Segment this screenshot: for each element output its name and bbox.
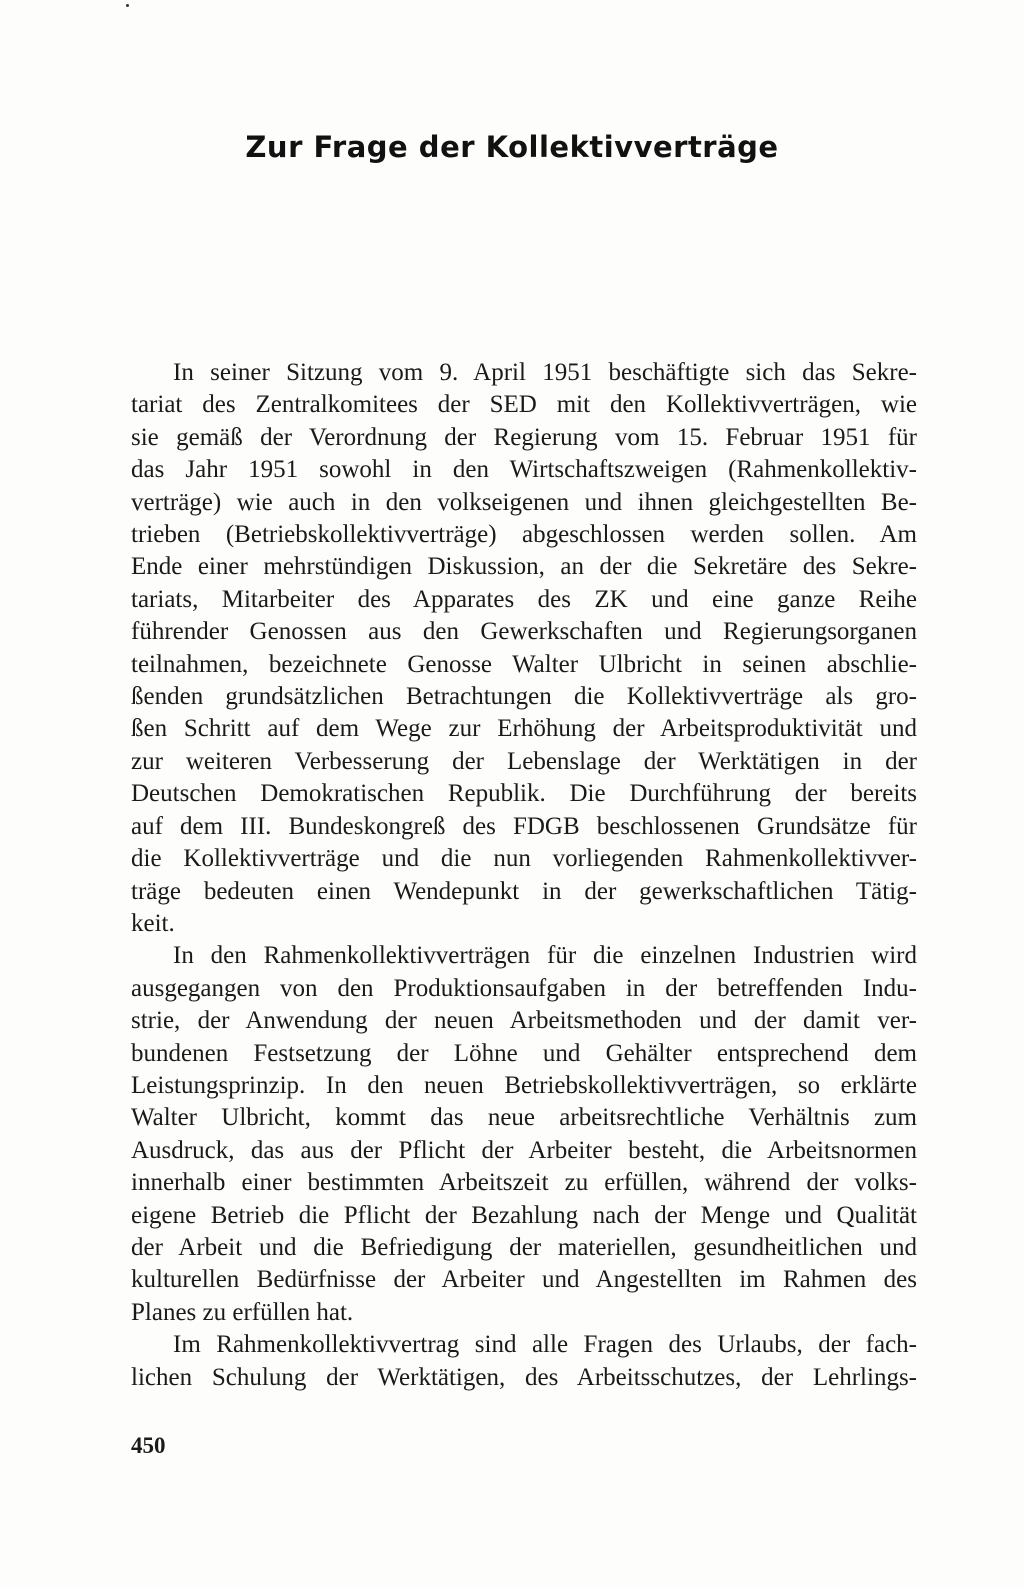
text-line: das Jahr 1951 sowohl in den Wirtschaftszweigen (Rahmenkollektiv- <box>131 456 917 484</box>
text-line: innerhalb einer bestimmten Arbeitszeit zu erfüllen, während der volks- <box>131 1169 917 1197</box>
text-line: Walter Ulbricht, kommt das neue arbeitsrechtliche Verhältnis zum <box>131 1104 917 1132</box>
text-line: bundenen Festsetzung der Löhne und Gehälter entsprechend dem <box>131 1039 917 1067</box>
text-line: tariats, Mitarbeiter des Apparates des ZK und eine ganze Reihe <box>131 585 917 613</box>
text-line: trieben (Betriebskollektivverträge) abgeschlossen werden sollen. Am <box>131 521 917 549</box>
paragraph-3 <box>131 1329 917 1394</box>
text-line: Ausdruck, das aus der Pflicht der Arbeiter besteht, die Arbeitsnormen <box>131 1136 917 1164</box>
text-line: der Arbeit und die Befriedigung der materiellen, gesundheitlichen und <box>131 1233 917 1261</box>
text-line: ausgegangen von den Produktionsaufgaben in der betreffenden Indu- <box>131 974 917 1002</box>
text-line: träge bedeuten einen Wendepunkt in der gewerkschaftlichen Tätig- <box>131 877 917 905</box>
text-line: zur weiteren Verbesserung der Lebenslage der Werktätigen in der <box>131 747 917 775</box>
text-line: tariat des Zentralkomitees der SED mit den Kollektivverträgen, wie <box>131 391 917 419</box>
text-line: Deutschen Demokratischen Republik. Die Durchführung der bereits <box>131 780 917 808</box>
text-line: die Kollektivverträge und die nun vorliegenden Rahmenkollektivver- <box>131 845 917 873</box>
paragraph-2 <box>131 940 917 1329</box>
page-title: Zur Frage der Kollektivverträge <box>245 130 779 164</box>
paragraph-1 <box>131 357 917 940</box>
text-line: verträge) wie auch in den volkseigenen und ihnen gleichgestellten Be- <box>131 488 917 516</box>
text-line: Leistungsprinzip. In den neuen Betriebskollektivverträgen, so erklärte <box>131 1071 917 1099</box>
text-line: lichen Schulung der Werktätigen, des Arbeitsschutzes, der Lehrlings- <box>131 1363 917 1391</box>
text-line: kulturellen Bedürfnisse der Arbeiter und Angestellten im Rahmen des <box>131 1266 917 1294</box>
text-line: Planes zu erfüllen hat. <box>131 1298 354 1326</box>
text-line: In seiner Sitzung vom 9. April 1951 beschäftigte sich das Sekre- <box>173 359 917 386</box>
text-line: In den Rahmenkollektivverträgen für die einzelnen Industrien wird <box>173 942 917 970</box>
text-line: führender Genossen aus den Gewerkschaften und Regierungsorganen <box>131 618 917 646</box>
text-line: eigene Betrieb die Pflicht der Bezahlung nach der Menge und Qualität <box>131 1201 917 1229</box>
text-line: teilnahmen, bezeichnete Genosse Walter Ulbricht in seinen abschlie- <box>131 650 917 678</box>
text-line: keit. <box>131 909 175 937</box>
text-line: ßen Schritt auf dem Wege zur Erhöhung der Arbeitsproduktivität und <box>131 715 917 743</box>
text-line: Im Rahmenkollektivvertrag sind alle Fragen des Urlaubs, der fach- <box>173 1331 917 1359</box>
text-line: Ende einer mehrstündigen Diskussion, an der die Sekretäre des Sekre- <box>131 553 917 581</box>
text-line: strie, der Anwendung der neuen Arbeitsmethoden und der damit ver- <box>131 1007 917 1035</box>
page-number: 450 <box>131 1433 166 1458</box>
body-text <box>131 357 917 1394</box>
text-line: ßenden grundsätzlichen Betrachtungen die Kollektivverträge als gro- <box>131 683 917 711</box>
text-line: sie gemäß der Verordnung der Regierung vom 15. Februar 1951 für <box>131 423 917 451</box>
scan-speck <box>126 4 129 7</box>
text-line: auf dem III. Bundeskongreß des FDGB beschlossenen Grundsätze für <box>131 812 917 840</box>
